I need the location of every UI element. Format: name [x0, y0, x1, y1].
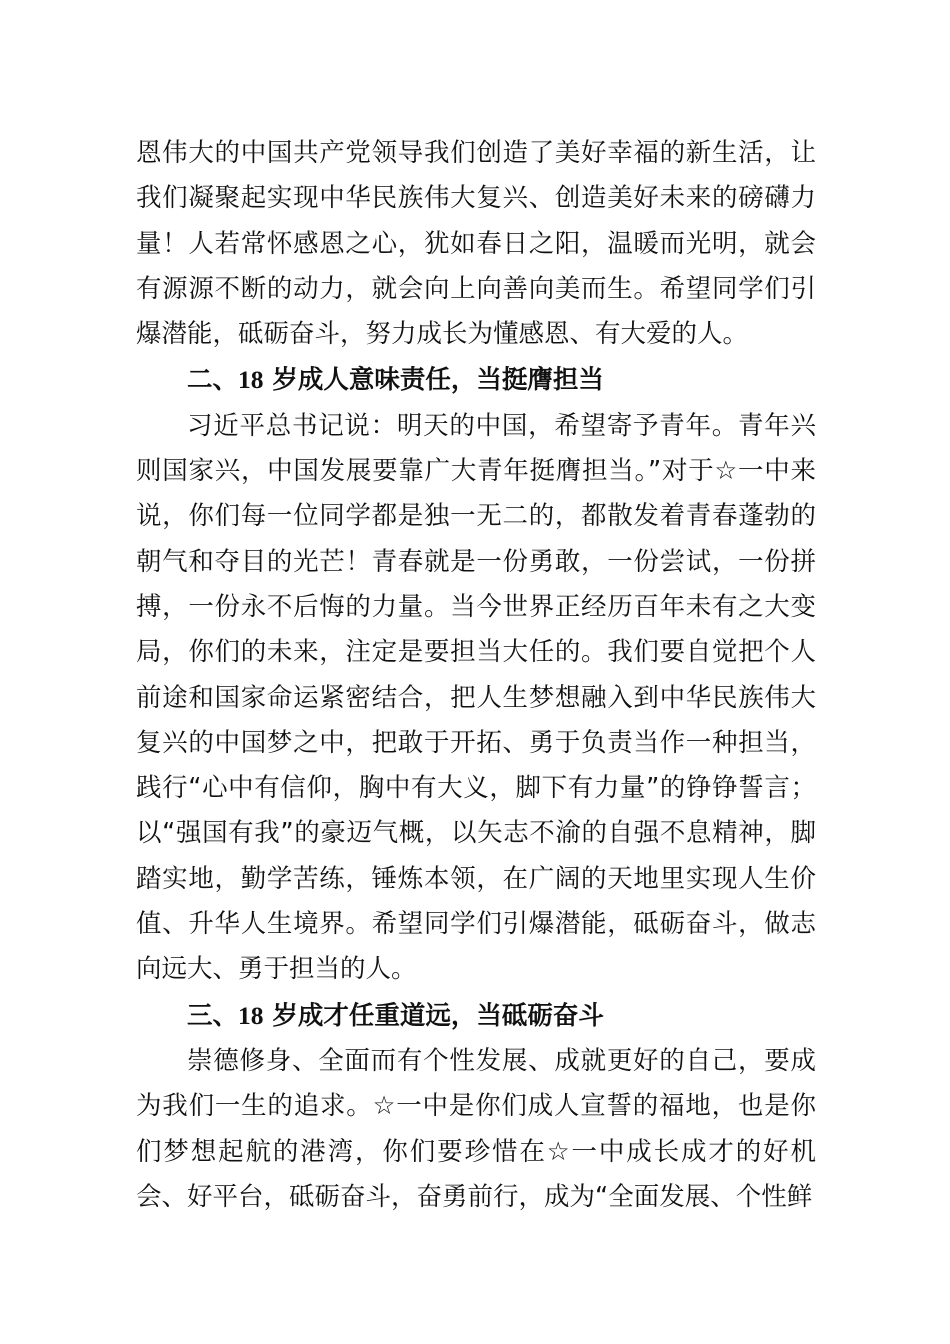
section-heading-3: [136, 993, 816, 1039]
section-heading-3-prefix: 三、: [187, 1000, 239, 1031]
section-heading-2: [136, 357, 816, 403]
section-2-paragraph: 习近平总书记说：明天的中国，希望寄予青年。青年兴则国家兴，中国发展要靠广大青年挺膺担当。”对于☆一中来说，你们每一位同学都是独一无二的，都散发着青春蓬勃的朝气和夺目的光芒！青春就是一份勇敢，一份尝试，一份拼搏，一份永不后悔的力量。当今世界正经历百年未有之大变局，你们的未来，注定是要担当大任的。我们要自觉把个人前途和国家命运紧密结合，把人生梦想融入到中华民族伟大复兴的中国梦之中，把敢于开拓、勇于负责当作一种担当，践行“心中有信仰，胸中有大义，脚下有力量”的铮铮誓言；以“强国有我”的豪迈气概，以矢志不渝的自强不息精神，脚踏实地，勤学苦练，锤炼本领，在广阔的天地里实现人生价值、升华人生境界。希望同学们引爆潜能，砥砺奋斗，做志向远大、勇于担当的人。: [136, 410, 816, 985]
paragraph-continued: 恩伟大的中国共产党领导我们创造了美好幸福的新生活，让我们凝聚起实现中华民族伟大复兴、创造美好未来的磅礴力量！人若常怀感恩之心，犹如春日之阳，温暖而光明，就会有源源不断的动力，就会向上向善向美而生。希望同学们引爆潜能，砥砺奋斗，努力成长为懂感恩、有大爱的人。: [136, 138, 816, 350]
section-heading-3-text: 岁成才任重道远，当砥砺奋斗: [272, 1000, 604, 1031]
section-heading-3-number: 18: [238, 1000, 264, 1030]
section-heading-2-number: 18: [238, 365, 264, 395]
document-body: [136, 131, 816, 1220]
section-3-paragraph: 崇德修身、全面而有个性发展、成就更好的自己，要成为我们一生的追求。☆一中是你们成人宣誓的福地，也是你们梦想起航的港湾，你们要珍惜在☆一中成长成才的好机会、好平台，砥砺奋斗，奋勇前行，成为“全面发展、个性鲜: [136, 1045, 816, 1212]
section-heading-2-prefix: 二、: [187, 365, 239, 396]
section-heading-2-text: 岁成人意味责任，当挺膺担当: [272, 365, 604, 396]
